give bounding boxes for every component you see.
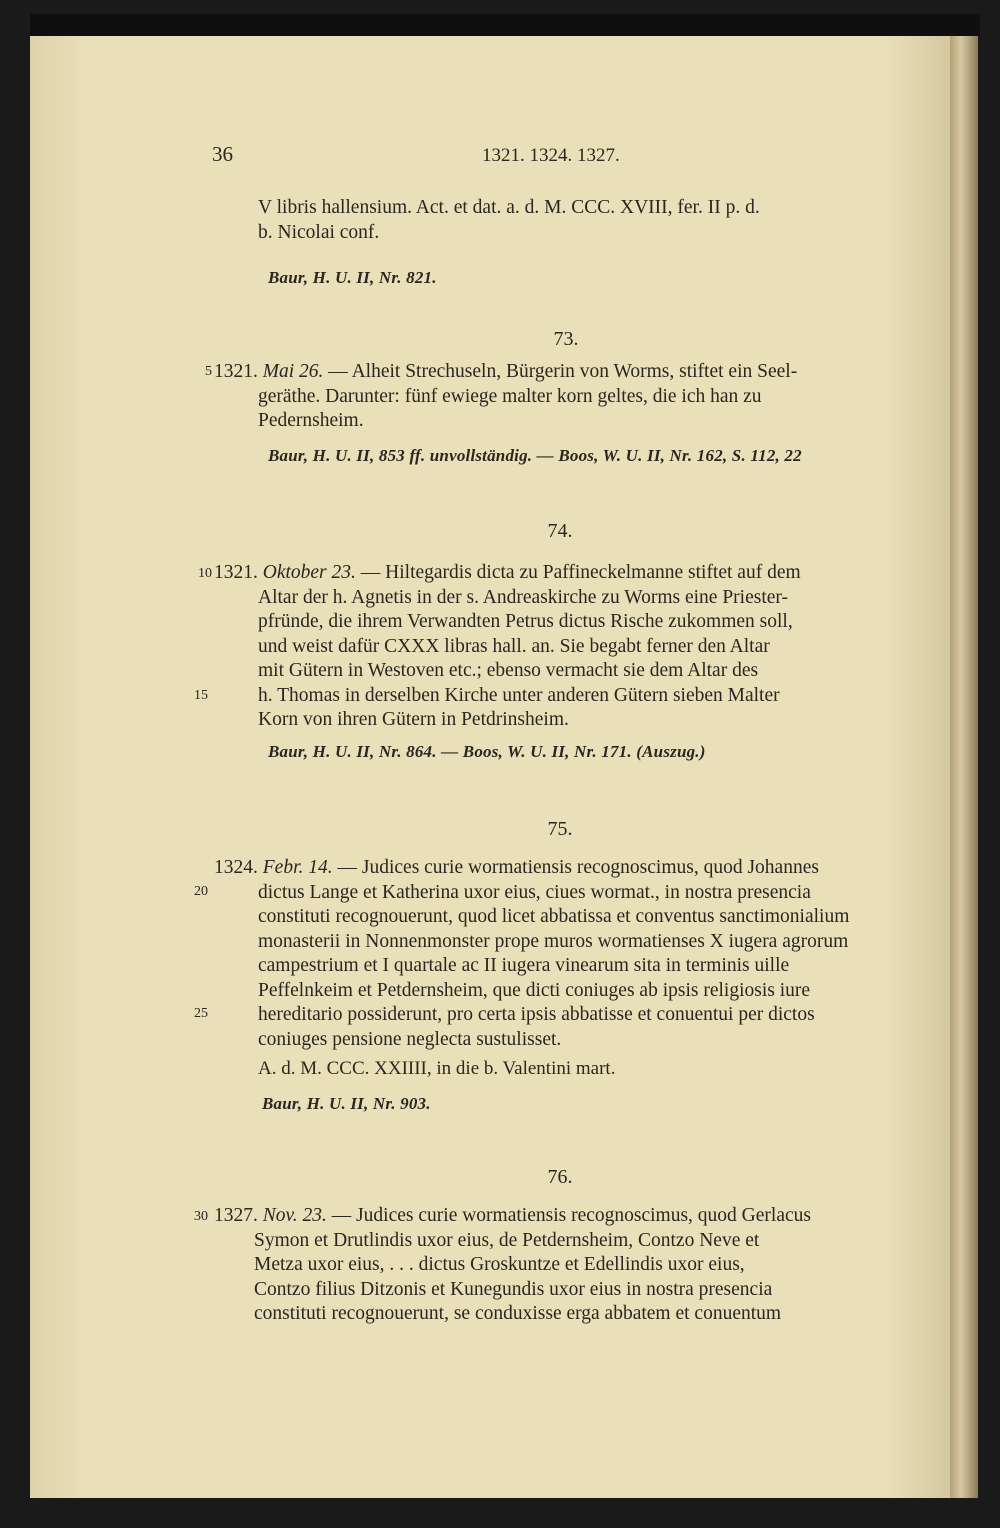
entry-date: Febr. 14. xyxy=(262,857,333,878)
text-line: V libris hallensium. Act. et dat. a. d. M. CCC. XVIII, fer. II p. d. xyxy=(258,197,760,218)
text-line: Korn von ihren Gütern in Petdrinsheim. xyxy=(258,709,569,730)
intro-text xyxy=(258,196,908,245)
text-line: campestrium et I quartale ac II iugera vinearum sita in terminis uille xyxy=(258,955,790,976)
line-number: 20 xyxy=(194,884,208,899)
text-line: mit Gütern in Westoven etc.; ebenso vermacht sie dem Altar des xyxy=(258,660,759,681)
text-line: — Hiltegardis dicta zu Paffineckelmanne stiftet auf dem xyxy=(360,562,801,583)
text-line: monasterii in Nonnenmonster prope muros wormatienses X iugera agrorum xyxy=(258,930,849,952)
entry-year: 1327. xyxy=(214,1205,258,1226)
entry-75-text xyxy=(214,856,908,1052)
text-line: — Judices curie wormatiensis recognoscimus, quod Gerlacus xyxy=(331,1205,811,1226)
line-number: 10 xyxy=(198,566,212,581)
citation: Baur, H. U. II, 853 ff. unvollständig. — Boos, W. U. II, Nr. 162, S. 112, 22 xyxy=(268,446,802,465)
citation: Baur, H. U. II, Nr. 864. — Boos, W. U. II, Nr. 171. (Auszug.) xyxy=(268,742,706,761)
line-number: 30 xyxy=(194,1209,208,1224)
text-line: Contzo filius Ditzonis et Kunegundis uxor eius in nostra presencia xyxy=(254,1278,773,1300)
entry-year: 1321. xyxy=(214,562,258,583)
entry-76-text xyxy=(214,1204,908,1327)
text-line: h. Thomas in derselben Kirche unter anderen Gütern sieben Malter xyxy=(258,684,780,706)
document-number: 73. xyxy=(553,328,579,350)
text-line: pfründe, die ihrem Verwandten Petrus dictus Rische zukommen soll, xyxy=(258,611,793,632)
line-number: 25 xyxy=(194,1006,208,1021)
text-line: geräthe. Darunter: fünf ewiege malter korn geltes, die ich han zu xyxy=(258,385,762,407)
text-line: Metza uxor eius, . . . dictus Groskuntze et Edellindis uxor eius, xyxy=(254,1254,745,1275)
entry-date: Oktober 23. xyxy=(262,562,356,583)
text-line: und weist dafür CXXX libras hall. an. Sie begabt ferner den Altar xyxy=(258,635,770,657)
text-line: hereditario possiderunt, pro certa ipsis abbatisse et conuentui per dictos xyxy=(258,1004,815,1025)
text-line: — Alheit Strechuseln, Bürgerin von Worms, stiftet ein Seel- xyxy=(328,361,798,382)
text-line: dictus Lange et Katherina uxor eius, ciues wormat., in nostra presencia xyxy=(258,881,811,903)
entry-73-text xyxy=(214,360,908,434)
text-line: constituti recognouerunt, quod licet abbatissa et conventus sanctimonialium xyxy=(258,906,850,927)
document-number: 74. xyxy=(547,520,573,542)
document-number: 75. xyxy=(547,818,573,840)
entry-date: Mai 26. xyxy=(262,361,324,382)
text-line: Altar der h. Agnetis in der s. Andreaskirche zu Worms eine Priester- xyxy=(258,586,788,608)
text-line xyxy=(214,1204,908,1229)
text-line: Peffelnkeim et Petdernsheim, que dicti coniuges ab ipsis religiosis iure xyxy=(258,979,811,1001)
text-line: — Judices curie wormatiensis recognoscimus, quod Johannes xyxy=(337,857,819,878)
entry-date: Nov. 23. xyxy=(262,1205,327,1226)
line-number: 15 xyxy=(194,688,208,703)
entry-year: 1324. xyxy=(214,857,258,878)
text-line: Symon et Drutlindis uxor eius, de Petdernsheim, Contzo Neve et xyxy=(254,1229,760,1251)
citation: Baur, H. U. II, Nr. 903. xyxy=(262,1094,431,1113)
entry-74-text xyxy=(214,561,908,733)
text-line: coniuges pensione neglecta sustulisset. xyxy=(258,1028,562,1050)
text-line xyxy=(214,856,908,881)
text-line xyxy=(214,561,908,586)
citation: Baur, H. U. II, Nr. 821. xyxy=(268,268,437,287)
text-line xyxy=(214,360,908,385)
running-header-years: 1321. 1324. 1327. xyxy=(482,145,620,166)
text-line: constituti recognouerunt, se conduxisse erga abbatem et conuentum xyxy=(254,1303,782,1324)
document-number: 76. xyxy=(547,1166,573,1188)
page-number: 36 xyxy=(212,142,233,166)
text-line: Pedernsheim. xyxy=(258,410,364,431)
text-line: b. Nicolai conf. xyxy=(258,221,380,243)
line-number: 5 xyxy=(205,364,212,379)
entry-year: 1321. xyxy=(214,361,258,382)
dating-clause: A. d. M. CCC. XXIIII, in die b. Valentini mart. xyxy=(258,1058,616,1079)
